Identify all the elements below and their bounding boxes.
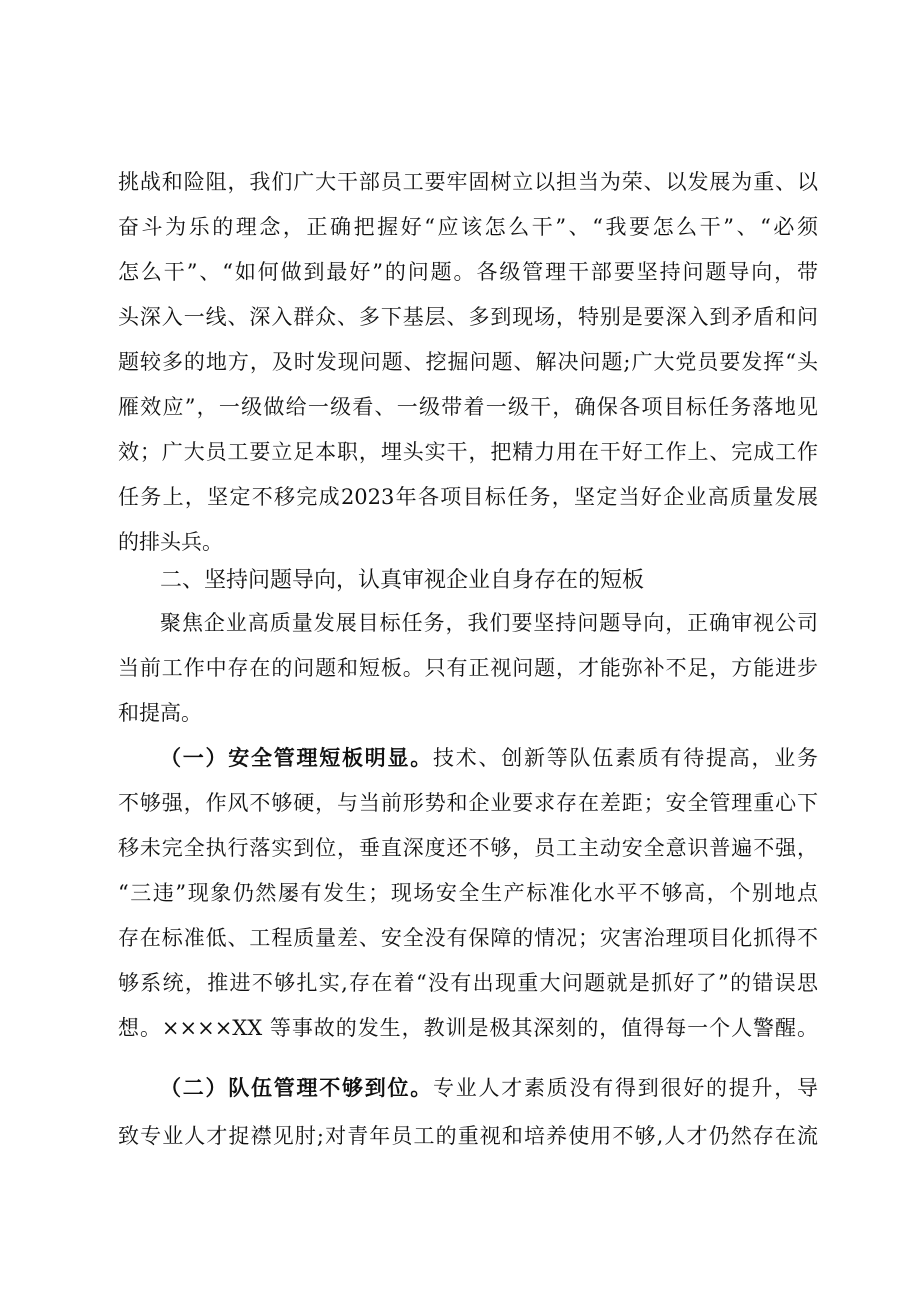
paragraph-line: 怎么干”、“如何做到最好”的问题。各级管理干部要坚持问题导向，带: [118, 260, 818, 284]
paragraph-line: 当前工作中存在的问题和短板。只有正视问题，才能弥补不足，方能进步: [118, 656, 818, 680]
subsection-first-line: [160, 738, 818, 778]
paragraph-line: 够系统，推进不够扎实,存在着“没有出现重大问题就是抓好了”的错误思: [118, 971, 818, 995]
subsection-text: 技术、创新等队伍素质有待提高，业务: [433, 746, 818, 770]
paragraph-line: 不够强，作风不够硬，与当前形势和企业要求存在差距；安全管理重心下: [118, 791, 818, 815]
paragraph-line: 题较多的地方，及时发现问题、挖掘问题、解决问题;广大党员要发挥“头: [118, 350, 818, 374]
section-heading: 二、坚持问题导向，认真审视企业自身存在的短板: [160, 568, 645, 593]
paragraph-line: 想。××××XX 等事故的发生，教训是极其深刻的，值得每一个人警醒。: [118, 1016, 818, 1040]
paragraph-line: 聚焦企业高质量发展目标任务，我们要坚持问题导向，正确审视公司: [160, 611, 818, 635]
paragraph-line: 雁效应”，一级做给一级看、一级带着一级干，确保各项目标任务落地见: [118, 395, 818, 419]
subsection-text: 专业人才素质没有得到很好的提升，导: [433, 1076, 818, 1100]
paragraph-line: “三违”现象仍然屡有发生；现场安全生产标准化水平不够高，个别地点: [118, 881, 818, 905]
paragraph-line: 和提高。: [118, 701, 202, 725]
subsection-title: （二）队伍管理不够到位。: [160, 1076, 433, 1100]
paragraph-line: 致专业人才捉襟见肘;对青年员工的重视和培养使用不够,人才仍然存在流: [118, 1124, 818, 1148]
paragraph-line: 奋斗为乐的理念，正确把握好“应该怎么干”、“我要怎么干”、“必须: [118, 215, 818, 239]
subsection-title: （一）安全管理短板明显。: [160, 746, 433, 770]
paragraph-line: 任务上，坚定不移完成2023年各项目标任务，坚定当好企业高质量发展: [118, 485, 818, 509]
subsection-first-line: [160, 1068, 818, 1108]
paragraph-line: 挑战和险阻，我们广大干部员工要牢固树立以担当为荣、以发展为重、以: [118, 170, 818, 194]
paragraph-line: 移未完全执行落实到位，垂直深度还不够，员工主动安全意识普遍不强，: [118, 836, 818, 860]
paragraph-line: 效；广大员工要立足本职，埋头实干，把精力用在干好工作上、完成工作: [118, 440, 818, 464]
paragraph-line: 存在标准低、工程质量差、安全没有保障的情况；灾害治理项目化抓得不: [118, 926, 818, 950]
paragraph-line: 的排头兵。: [118, 530, 223, 554]
paragraph-line: 头深入一线、深入群众、多下基层、多到现场，特别是要深入到矛盾和问: [118, 305, 818, 329]
